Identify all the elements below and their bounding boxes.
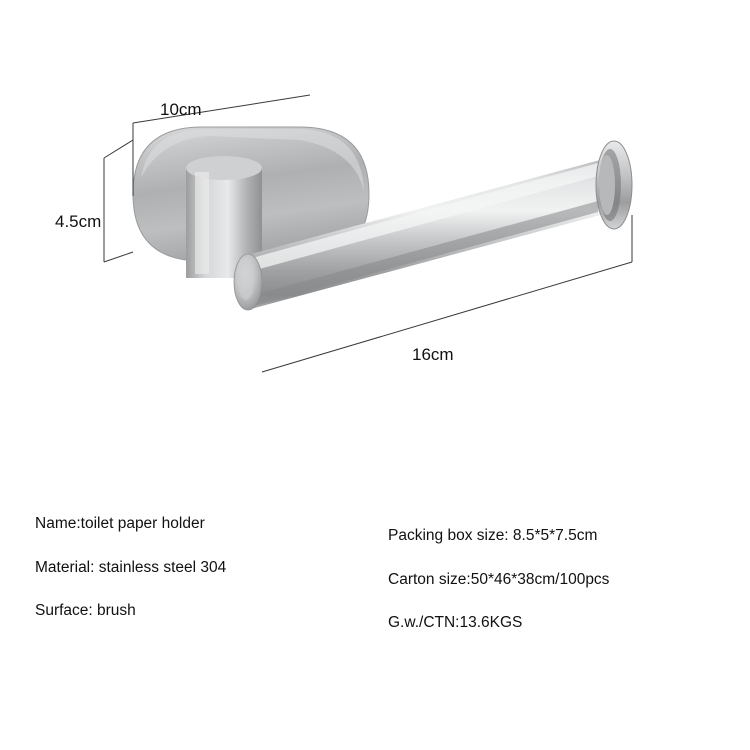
spec-item-material: Material: stainless steel 304: [35, 558, 227, 576]
end-flange: [596, 141, 632, 229]
spec-item-gross-weight: G.w./CTN:13.6KGS: [388, 614, 523, 631]
spec-list-left: [35, 516, 226, 619]
dimension-label-length: 16cm: [412, 345, 454, 364]
spec-item-name: Name:toilet paper holder: [35, 515, 205, 532]
spec-item-surface: Surface: brush: [35, 602, 136, 619]
spec-item-packing-box-size: Packing box size: 8.5*5*7.5cm: [388, 527, 598, 544]
dimension-label-width: 10cm: [160, 100, 202, 119]
spec-list-right: [388, 528, 609, 631]
dimension-label-height: 4.5cm: [55, 212, 102, 231]
spec-item-carton-size: Carton size:50*46*38cm/100pcs: [388, 570, 610, 588]
